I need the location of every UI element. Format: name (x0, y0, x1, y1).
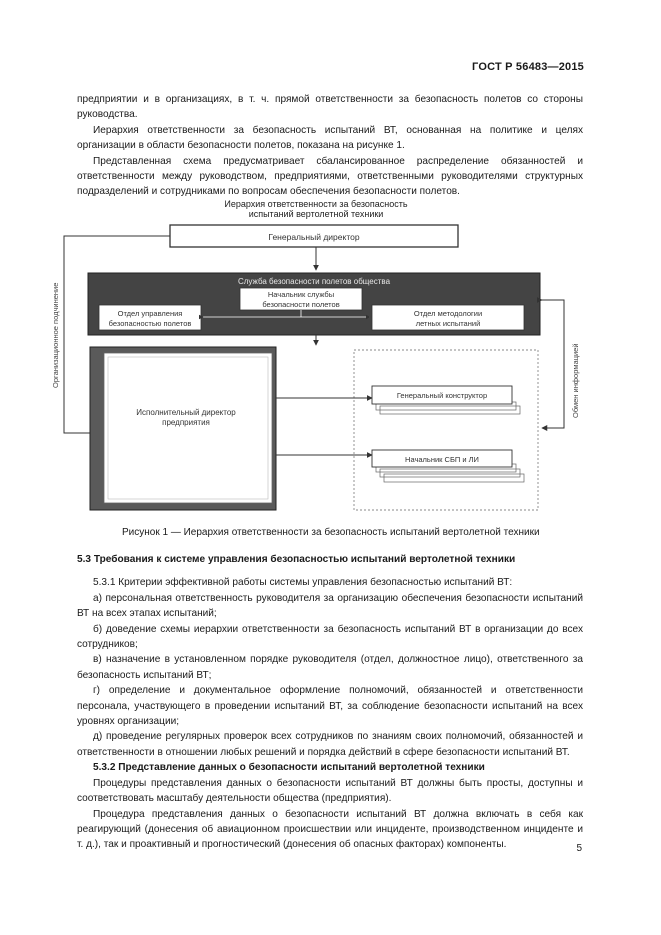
head-sbp-label: Начальник СБП и ЛИ (405, 455, 479, 464)
chief-designer-label: Генеральный конструктор (396, 391, 488, 400)
section-5-3 (77, 552, 583, 853)
service-head-line-1: Начальник службы (267, 290, 335, 299)
list-item-b: б) доведение схемы иерархии ответственности за безопасность испытаний ВТ в организации до всех сотрудников; (77, 623, 583, 651)
general-director-box (170, 225, 458, 247)
figure-caption: Рисунок 1 — Иерархия ответственности за безопасность испытаний вертолетной техники (122, 527, 540, 538)
section-5-3-2-paragraph-1: Процедуры представления данных о безопасности испытаний ВТ должны быть просты, доступны и соответствовать масштабу деятельности общества (предприятия). (77, 777, 583, 805)
intro-paragraph-3: Представленная схема предусматривает сбалансированное распределение обязанностей и ответственности между руководством, предприятиями, ответственными руководителями структурных подразделений и сотрудниками по вопросам обеспечения безопасности полетов. (77, 155, 583, 198)
list-item-g: г) определение и документальное оформление полномочий, обязанностей и ответственности персонала, участвующего в проведении испытаний ВТ, за соблюдение безопасности испытаний на всех уровнях организации; (77, 685, 583, 728)
section-5-3-2-paragraph-2: Процедура представления данных о безопасности испытаний ВТ должна включать в себя как реагирующий (донесения об авиационном происшествии или инциденте, производственном инциденте и т. д.), так и проактивный и прогностический (донесения об опасных факторах) компоненты. (77, 808, 583, 851)
safety-service-title: Служба безопасности полетов общества (237, 277, 391, 286)
page-number: 5 (576, 843, 582, 854)
executive-director-block (90, 347, 276, 510)
section-5-3-1: 5.3.1 Критерии эффективной работы системы управления безопасностью испытаний ВТ: (93, 577, 513, 589)
executive-director-line-2: предприятия (162, 418, 210, 427)
chief-designer-box (372, 386, 520, 414)
intro-paragraph-1: предприятии и в организациях, в т. ч. прямой ответственности за безопасность полетов со стороны руководства. (77, 94, 583, 121)
section-5-3-heading: 5.3 Требования к системе управления безопасностью испытаний вертолетной техники (77, 554, 516, 565)
information-exchange-line (542, 300, 564, 428)
diagram-title-line-1: Иерархия ответственности за безопасность (224, 199, 408, 209)
head-sbp-box (372, 450, 524, 482)
intro-paragraph-2: Иерархия ответственности за безопасность испытаний ВТ, основанная на политике и целях организации в области безопасности полетов, показана на рисунке 1. (77, 124, 583, 152)
document-code: ГОСТ Р 56483—2015 (472, 61, 584, 73)
list-item-d: д) проведение регулярных проверок всех сотрудников по знаниям своих полномочий, обязанностей и ответственности в отношении любых решений и порядка действий в сфере безопасности испытаний ВТ. (77, 731, 583, 758)
service-head-line-2: безопасности полетов (262, 300, 340, 309)
list-item-v: в) назначение в установленном порядке руководителя (отдел, должностное лицо), ответственного за безопасность испытаний ВТ; (77, 654, 583, 681)
dept-methodology-line-1: Отдел методологии (413, 309, 483, 318)
general-director-label: Генеральный директор (268, 232, 360, 242)
executive-director-line-1: Исполнительный директор (136, 408, 236, 417)
subordinate-units-frame (354, 350, 538, 510)
dept-methodology-line-2: летных испытаний (415, 319, 481, 328)
information-exchange-label: Обмен информацией (571, 343, 580, 418)
section-5-3-2-heading: 5.3.2 Представление данных о безопасности испытаний вертолетной техники (93, 762, 485, 774)
organizational-subordination-label: Организационное подчинение (51, 282, 60, 388)
dept-management-line-1: Отдел управления (117, 309, 183, 318)
diagram-title-line-2: испытаний вертолетной техники (248, 209, 384, 219)
safety-service-block (88, 273, 540, 335)
dept-management-line-2: безопасностью полетов (108, 319, 192, 328)
list-item-a: а) персональная ответственность руководителя за организацию обеспечения безопасности испытаний ВТ на всех этапах испытаний; (77, 592, 583, 620)
